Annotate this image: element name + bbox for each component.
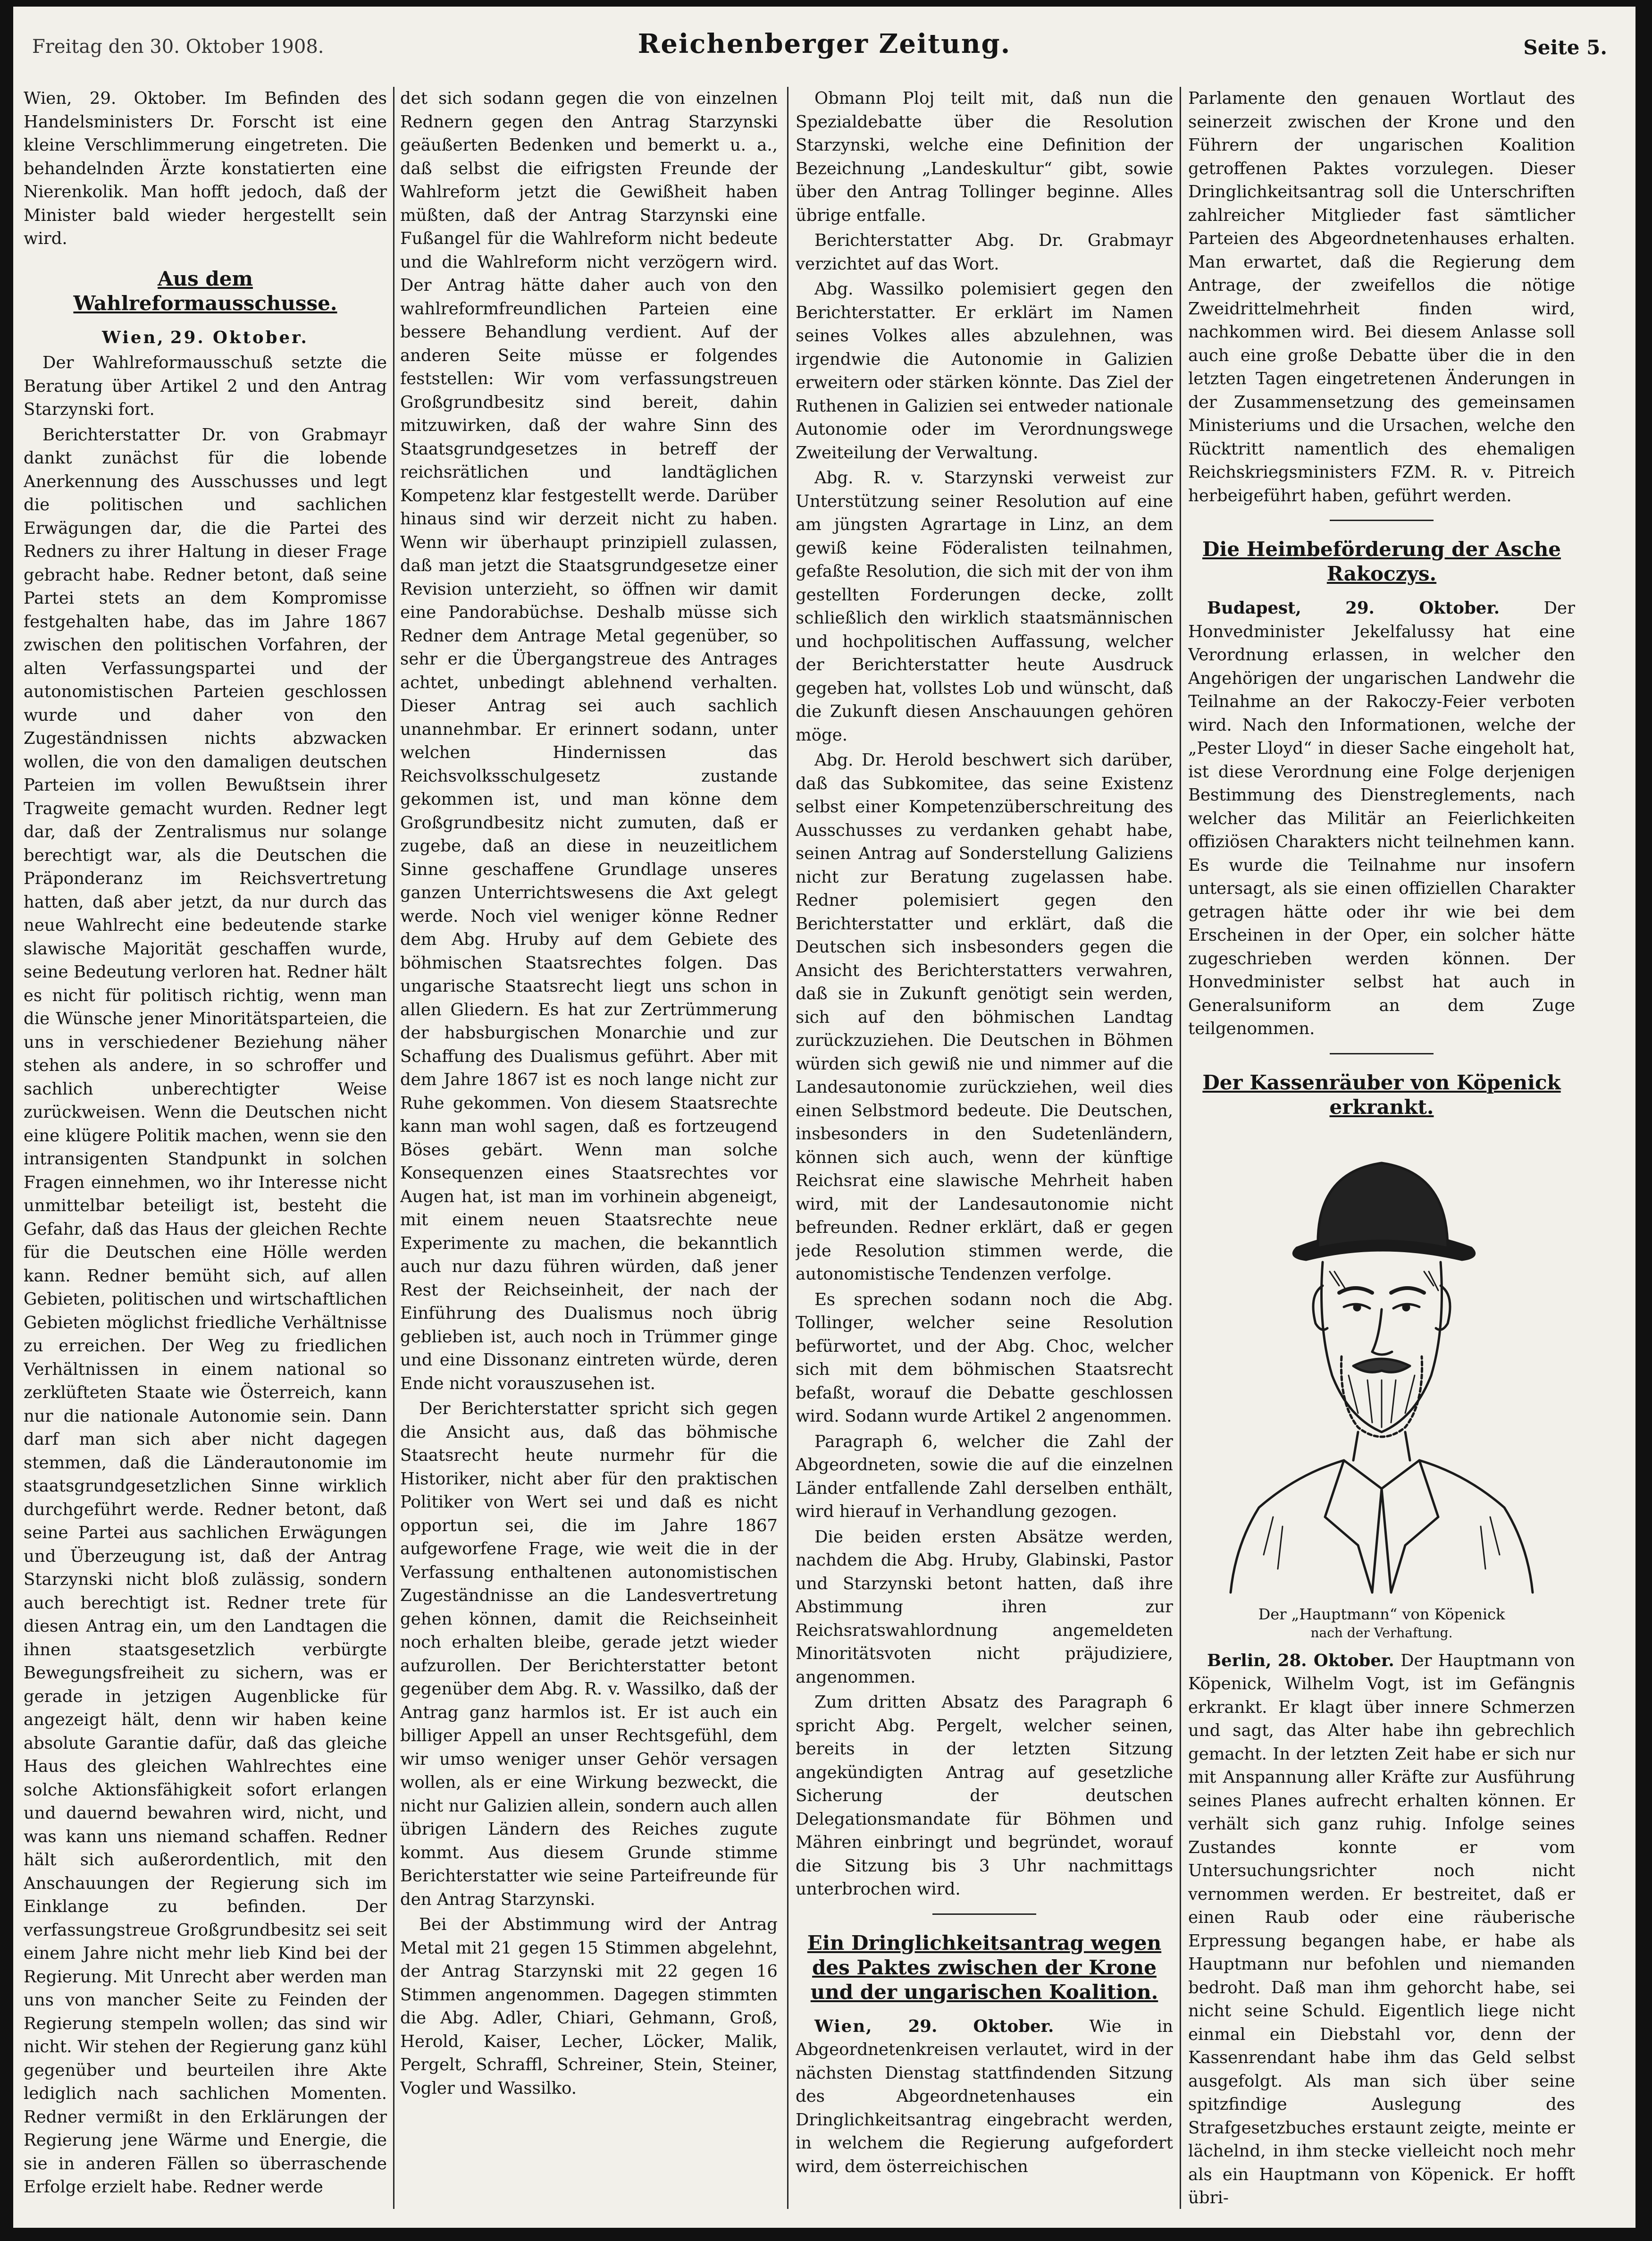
article-paragraph: Es sprechen sodann noch die Abg. Tollinger, welcher seine Resolution befürwortet, und der Abg. Choc, welcher sich mit dem böhmischen Staatsrecht befaßt, worauf die Debatte geschlossen wird. Sodann wurde Artikel 2 angenommen. (796, 1289, 1173, 1426)
dateline-date: 28. Oktober. (1277, 1651, 1394, 1670)
dateline (24, 326, 387, 350)
image-caption (1188, 1605, 1575, 1643)
dateline-place: Wien, (814, 2016, 873, 2036)
newspaper-title: Reichenberger Zeitung. (637, 28, 1011, 59)
issue-date: Freitag den 30. Oktober 1908. (32, 36, 324, 58)
column-2 (400, 87, 778, 2209)
dateline-place: Wien, (102, 328, 165, 347)
dateline-date: 29. Oktober. (908, 2016, 1054, 2036)
article-paragraph: Paragraph 6, welcher die Zahl der Abgeordneten, sowie die auf die einzelnen Länder entfallende Zahl derselben enthält, wird hierauf in Verhandlung gezogen. (796, 1432, 1173, 1521)
article-heading: Aus dem Wahlreformausschusse. (73, 267, 337, 315)
article-text: Wie in Abgeordnetenkreisen verlautet, wird in der nächsten Dienstag stattfindenden Sitzung des Abgeordnetenhauses ein Dringlichkeitsantrag eingebracht werden, in welchem die Regierung aufgefordert wird, dem österreichischen (796, 2016, 1173, 2176)
section-divider (1330, 520, 1434, 521)
caption-subtitle: nach der Verhaftung. (1310, 1625, 1453, 1641)
column-rule (1180, 87, 1181, 2209)
article-paragraph: Der Berichterstatter spricht sich gegen die Ansicht aus, daß das böhmische Staatsrecht heute nurmehr für die Historiker, nicht aber für den praktischen Politiker von Wert sei und daß es nicht opportun sei, die im Jahre 1867 aufgeworfene Frage, wie weit die in der Verfassung enthaltenen autonomistischen Zugeständnisse an die Landesvertretung gehen können, damit die Reichseinheit noch erhalten bleibe, gerade jetzt wieder aufzurollen. Der Berichterstatter betont gegenüber dem Abg. R. v. Wassilko, daß der Antrag ganz harmlos ist. Er ist auch ein billiger Appell an unser Rechtsgefühl, dem wir umso weniger unser Gehör versagen wollen, als er eine Wirkung bezweckt, die nicht nur Galizien allein, sondern auch allen übrigen Ländern des Reiches zugute kommt. Aus diesem Grunde stimme Berichterstatter wie seine Parteifreunde für den Antrag Starzynski. (400, 1399, 778, 1909)
news-item: Wien, 29. Oktober. Im Befinden des Handelsministers Dr. Forscht ist eine kleine Verschlimmerung eingetreten. Die behandelnden Ärzte konstatierten eine Nierenkolik. Man hofft jedoch, daß der Minister bald wieder hergestellt sein wird. (24, 89, 387, 248)
article-heading: Der Kassenräuber von Köpenick erkrankt. (1202, 1070, 1561, 1119)
column-3 (796, 87, 1173, 2209)
article-paragraph (796, 2015, 1173, 2179)
dateline-date: 29. Oktober. (1345, 598, 1500, 618)
article-paragraph: Berichterstatter Abg. Dr. Grabmayr verzichtet auf das Wort. (796, 231, 1173, 274)
article-paragraph: Abg. R. v. Starzynski verweist zur Unterstützung seiner Resolution auf eine am jüngsten Agrartage in Linz, an dem gewiß keine Föderalisten teilnahmen, gefaßte Resolution, die sich mit der von ihm gestellten Forderungen decke, zollt schließlich den wirklich staatsmännischen und hochpolitischen Auffassung, welcher der Berichterstatter heute Ausdruck gegeben hat, vollstes Lob und wünscht, daß die Zukunft diesen Anschauungen gehören möge. (796, 468, 1173, 745)
page-number: Seite 5. (1523, 36, 1607, 59)
column-1 (24, 87, 387, 2209)
column-4 (1188, 87, 1575, 2209)
article-paragraph: Parlamente den genauen Wortlaut des seinerzeit zwischen der Krone und den Führern der ungarischen Koalition getroffenen Paktes vorzulegen. Dieser Dringlichkeitsantrag soll die Unterschriften zahlreicher Mitglieder fast sämtlicher Parteien des Abgeordnetenhauses erhalten. Man erwartet, daß die Regierung dem Antrage, der zweifellos die nötige Zweidrittelmehrheit finden wird, nachkommen wird. Bei diesem Anlasse soll auch eine große Debatte über die in den letzten Tagen eingetretenen Änderungen in der Zusammensetzung des gemeinsamen Ministeriums und die Ursachen, welche den Rücktritt namentlich des ehemaligen Reichskriegsministers FZM. R. v. Pitreich herbeigeführt haben, geführt werden. (1188, 89, 1575, 505)
article-heading: Die Heimbeförderung der Asche Rakoczys. (1202, 538, 1561, 585)
article-text: Der Honvedminister Jekelfalussy hat eine Verordnung erlassen, in welcher den Angehörigen der ungarischen Landwehr die Teilnahme an der Rakoczy-Feier verboten wird. Nach den Informationen, welche der „Pester Lloyd“ in dieser Sache eingeholt hat, ist diese Verordnung eine Folge derjenigen Bestimmung des Dienstreglements, nach welcher das Militär an Feierlichkeiten offiziösen Charakters nicht teilnehmen kann. Es wurde die Teilnahme nur insofern untersagt, als sie einen offiziellen Charakter getragen hätte oder ihr wie bei dem Erscheinen in der Oper, ein solcher hätte zugeschrieben werden können. Der Honvedminister selbst hat auch in Generalsuniform an dem Zuge teilgenommen. (1188, 598, 1575, 1038)
article-paragraph: Berichterstatter Dr. von Grabmayr dankt zunächst für die lobende Anerkennung des Ausschusses und legt die politischen und sachlichen Erwägungen dar, die die Partei des Redners zu ihrer Haltung in dieser Frage gebracht habe. Redner betont, daß seine Partei stets an dem Kompromisse festgehalten habe, das im Jahre 1867 zwischen den politischen Vorfahren, der alten Verfassungspartei und der autonomistischen Parteien geschlossen wurde und daher von den Zugeständnissen nichts abzwacken wollen, die von den damaligen deutschen Parteien im vollen Bewußtsein ihrer Tragweite gemacht wurden. Redner legt dar, daß der Zentralismus nur solange berechtigt war, als die Deutschen die Präponderanz im Reichsvertretung hatten, daß aber jetzt, da nur durch das neue Wahlrecht eine bedeutende starke slawische Majorität geschaffen wurde, seine Bedeutung verloren hat. Redner hält es nicht für politisch richtig, wenn man die Wünsche jener Minoritätsparteien, die uns in verschiedener Beziehung näher stehen als andere, in so schroffer und sachlich unberechtigter Weise zurückweisen. Wenn die Deutschen nicht eine klügere Politik machen, wenn sie den intransigenten Standpunkt in solchen Fragen einnehmen, wo ihr Interesse nicht unmittelbar beteiligt ist, besteht die Gefahr, daß das Haus der gleichen Rechte für die Deutschen eine Hölle werden kann. Redner bemüht sich, auf allen Gebieten, politischen und wirtschaftlichen Gebieten möglichst friedliche Verhältnisse zu erreichen. Der Weg zu friedlichen Verhältnissen in einem national so zerklüfteten Staate wie Österreich, kann nur die nationale Autonomie sein. Dann darf man sich aber nicht dagegen stemmen, daß die Länderautonomie im staatsgrundgesetzlichen Sinne wirklich durchgeführt werde. Redner betont, daß seine Partei aus sachlichen Erwägungen und Überzeugung ist, daß der Antrag Starzynski nicht bloß zulässig, sondern auch berechtigt ist. Redner trete für diesen Antrag ein, um den Landtagen die ihnen staatsgesetzlich verbürgte Bewegungsfreiheit zu sichern, was er gerade in jetzigen Augenblicke für angezeigt hält, denn wir haben keine absolute Garantie dafür, daß das gleiche Haus des gleichen Wahlrechtes eine solche Aktionsfähigkeit sofort erlangen und dauernd bewahren wird, nicht, und was kann uns niemand schaffen. Redner hält sich außerordentlich, mit den Anschauungen der Regierung sich im Einklange zu befinden. Der verfassungstreue Großgrundbesitz sei seit einem Jahre nicht mehr lieb Kind bei der Regierung. Mit Unrecht aber werden man uns von mancher Seite zu Feinden der Regierung stempeln wollen; das sind wir nicht. Wir stehen der Regierung ganz kühl gegenüber und beurteilen ihre Akte lediglich nach sachlichen Momenten. Redner vermißt in den Erklärungen der Regierung jene Wärme und Energie, die sie in anderen Fällen so überraschende Erfolge erzielt habe. Redner werde (24, 425, 387, 2197)
article-paragraph: Obmann Ploj teilt mit, daß nun die Spezialdebatte über die Resolution Starzynski, welche eine Definition der Bezeichnung „Landeskultur“ gibt, sowie über den Antrag Tollinger beginne. Alles übrige entfalle. (796, 89, 1173, 225)
article-paragraph: Die beiden ersten Absätze werden, nachdem die Abg. Hruby, Glabinski, Pastor und Starzynski betont hatten, daß ihre Abstimmung ihren zur Reichsratswahlordnung angemeldeten Minoritätsvoten nicht präjudiziere, angenommen. (796, 1527, 1173, 1687)
article-paragraph: Abg. Wassilko polemisiert gegen den Berichterstatter. Er erklärt im Namen seines Volkes alles abzulehnen, was irgendwie die Autonomie in Galizien erweitern oder stärken könnte. Das Ziel der Ruthenen in Galizien sei entweder nationale Autonomie oder im Verordnungswege Zweiteilung der Verwaltung. (796, 279, 1173, 463)
dateline-place: Budapest, (1207, 598, 1301, 618)
article-paragraph: det sich sodann gegen die von einzelnen Rednern gegen den Antrag Starzynski geäußerten Bedenken und bemerkt u. a., daß selbst die eifrigsten Freunde der Wahlreform jetzt die Gewißheit haben müßten, daß der Antrag Starzynski eine Fußangel für die Wahlreform nicht bedeute und die Wahlreform nicht verzögern wird. Der Antrag hätte daher auch von den wahlreformfreundlichen Parteien eine bessere Behandlung verdient. Auf der anderen Seite müsse er folgendes feststellen: Wir vom verfassungstreuen Großgrundbesitz sind bereit, dahin mitzuwirken, daß der wahre Sinn des Staatsgrundgesetzes in betreff der reichsrätlichen und landtäglichen Kompetenz klar festgestellt werde. Darüber hinaus sind wir derzeit nicht zu haben. Wenn wir überhaupt prinzipiell zulassen, daß man jetzt die Staatsgrundgesetze einer Revision unterzieht, so öffnen wir damit eine Pandorabüchse. Deshalb müsse sich Redner dem Antrage Metal gegenüber, so sehr er die Übergangstreue des Antrages achtet, unbedingt ablehnend verhalten. Dieser Antrag sei auch sachlich unannehmbar. Er erinnert sodann, unter welchen Hindernissen das Reichsvolksschulgesetz zustande gekommen ist, und man könne dem Großgrundbesitz nicht zumuten, daß er zugebe, daß an diese in neuzeitlichem Sinne geschaffene Grundlage unseres ganzen Unterrichtswesens die Axt gelegt werde. Noch viel weniger könne Redner dem Abg. Hruby auf dem Gebiete des böhmischen Staatsrechtes folgen. Das ungarische Staatsrecht liegt uns schon in allen Gliedern. Es hat zur Zertrümmerung der habsburgischen Monarchie und zur Schaffung des Dualismus geführt. Aber mit dem Jahre 1867 ist es noch lange nicht zur Ruhe gekommen. Von diesem Staatsrechte kann man wohl sagen, daß es fortzeugend Böses gebärt. Wenn man solche Konsequenzen eines Staatsrechtes vor Augen hat, ist man im vorhinein abgeneigt, mit einem neuen Staatsrechte neue Experimente zu machen, die bekanntlich auch nur dazu führen würden, daß jener Rest der Reichseinheit, der nach der Einführung des Dualismus noch übrig geblieben ist, auch noch in Trümmer ginge und eine Dissonanz eintreten würde, deren Ende nicht vorauszusehen ist. (400, 89, 778, 1393)
caption-title: Der „Hauptmann“ von Köpenick (1258, 1605, 1505, 1623)
article-paragraph (1188, 1649, 1575, 2209)
newspaper-page (13, 7, 1635, 2228)
portrait-illustration (1216, 1130, 1547, 1602)
article-paragraph: Zum dritten Absatz des Paragraph 6 spricht Abg. Pergelt, welcher seinen, bereits in der letzten Sitzung angekündigten Antrag auf gesetzliche Sicherung der deutschen Delegationsmandate für Böhmen und Mähren einbringt und begründet, worauf die Sitzung bis 3 Uhr nachmittags unterbrochen wird. (796, 1693, 1173, 1899)
page-header (13, 7, 1635, 77)
dateline-place: Berlin, (1207, 1651, 1272, 1670)
article-paragraph: Der Wahlreformausschuß setzte die Beratung über Artikel 2 und den Antrag Starzynski fort. (24, 353, 387, 419)
column-rule (787, 87, 788, 2209)
article-heading: Ein Dringlichkeitsantrag wegen des Paktes zwischen der Krone und der ungarischen Koalition. (807, 1931, 1162, 2004)
article-paragraph (1188, 597, 1575, 1041)
article-text: Der Hauptmann von Köpenick, Wilhelm Vogt, ist im Gefängnis erkrankt. Er klagt über innere Schmerzen und sagt, das Alter habe ihn gebrechlich gemacht. In der letzten Zeit habe er sich nur mit Anspannung aller Kräfte zur Ausführung seines Planes aufrecht erhalten können. Er verhält sich ganz ruhig. Infolge seines Zustandes konnte er vom Untersuchungsrichter noch nicht vernommen werden. Er bestreitet, daß er einen Raub oder eine räuberische Erpressung begangen habe, er habe als Hauptmann nur befohlen und niemanden bedroht. Daß man ihm gehorcht habe, sei nicht seine Schuld. Eigentlich liege nicht einmal ein Diebstahl vor, denn der Kassenrendant habe ihm das Geld selbst ausgefolgt. Als man sich über seine spitzfindige Auslegung des Strafgesetzbuches erstaunt zeigte, meinte er lächelnd, in ihm stecke vielleicht noch mehr als ein Hauptmann von Köpenick. Er hofft übri- (1188, 1651, 1575, 2207)
section-divider (932, 1913, 1036, 1915)
dateline-date: 29. Oktober. (170, 328, 309, 347)
column-rule (393, 87, 394, 2209)
article-paragraph: Abg. Dr. Herold beschwert sich darüber, daß das Subkomitee, das seine Existenz selbst einer Kompetenzüberschreitung des Ausschusses zu verdanken gehabt habe, seinen Antrag auf Sonderstellung Galiziens nicht zur Beratung zugelassen habe. Redner polemisiert gegen den Berichterstatter und erklärt, daß die Deutschen sich insbesonders gegen die Ansicht des Berichterstatters verwahren, daß sie in Zukunft genötigt sein werden, sich auf den böhmischen Landtag zurückzuziehen. Die Deutschen in Böhmen würden sich gewiß nie und nimmer auf die Landesautonomie zurückziehen, weil dies einen Selbstmord bedeute. Die Deutschen, insbesonders in den Sudetenländern, können sich auch, wenn der künftige Reichsrat eine slawische Mehrheit haben wird, mit der Landesautonomie nicht befreunden. Redner erklärt, daß er gegen jede Resolution stimmen werde, die autonomistische Tendenzen verfolge. (796, 750, 1173, 1284)
section-divider (1330, 1053, 1434, 1054)
article-paragraph: Bei der Abstimmung wird der Antrag Metal mit 21 gegen 15 Stimmen abgelehnt, der Antrag Starzynski mit 22 gegen 16 Stimmen angenommen. Dagegen stimmten die Abg. Adler, Chiari, Gehmann, Groß, Herold, Kaiser, Lecher, Löcker, Malik, Pergelt, Schraffl, Schreiner, Stein, Steiner, Vogler und Wassilko. (400, 1915, 778, 2098)
